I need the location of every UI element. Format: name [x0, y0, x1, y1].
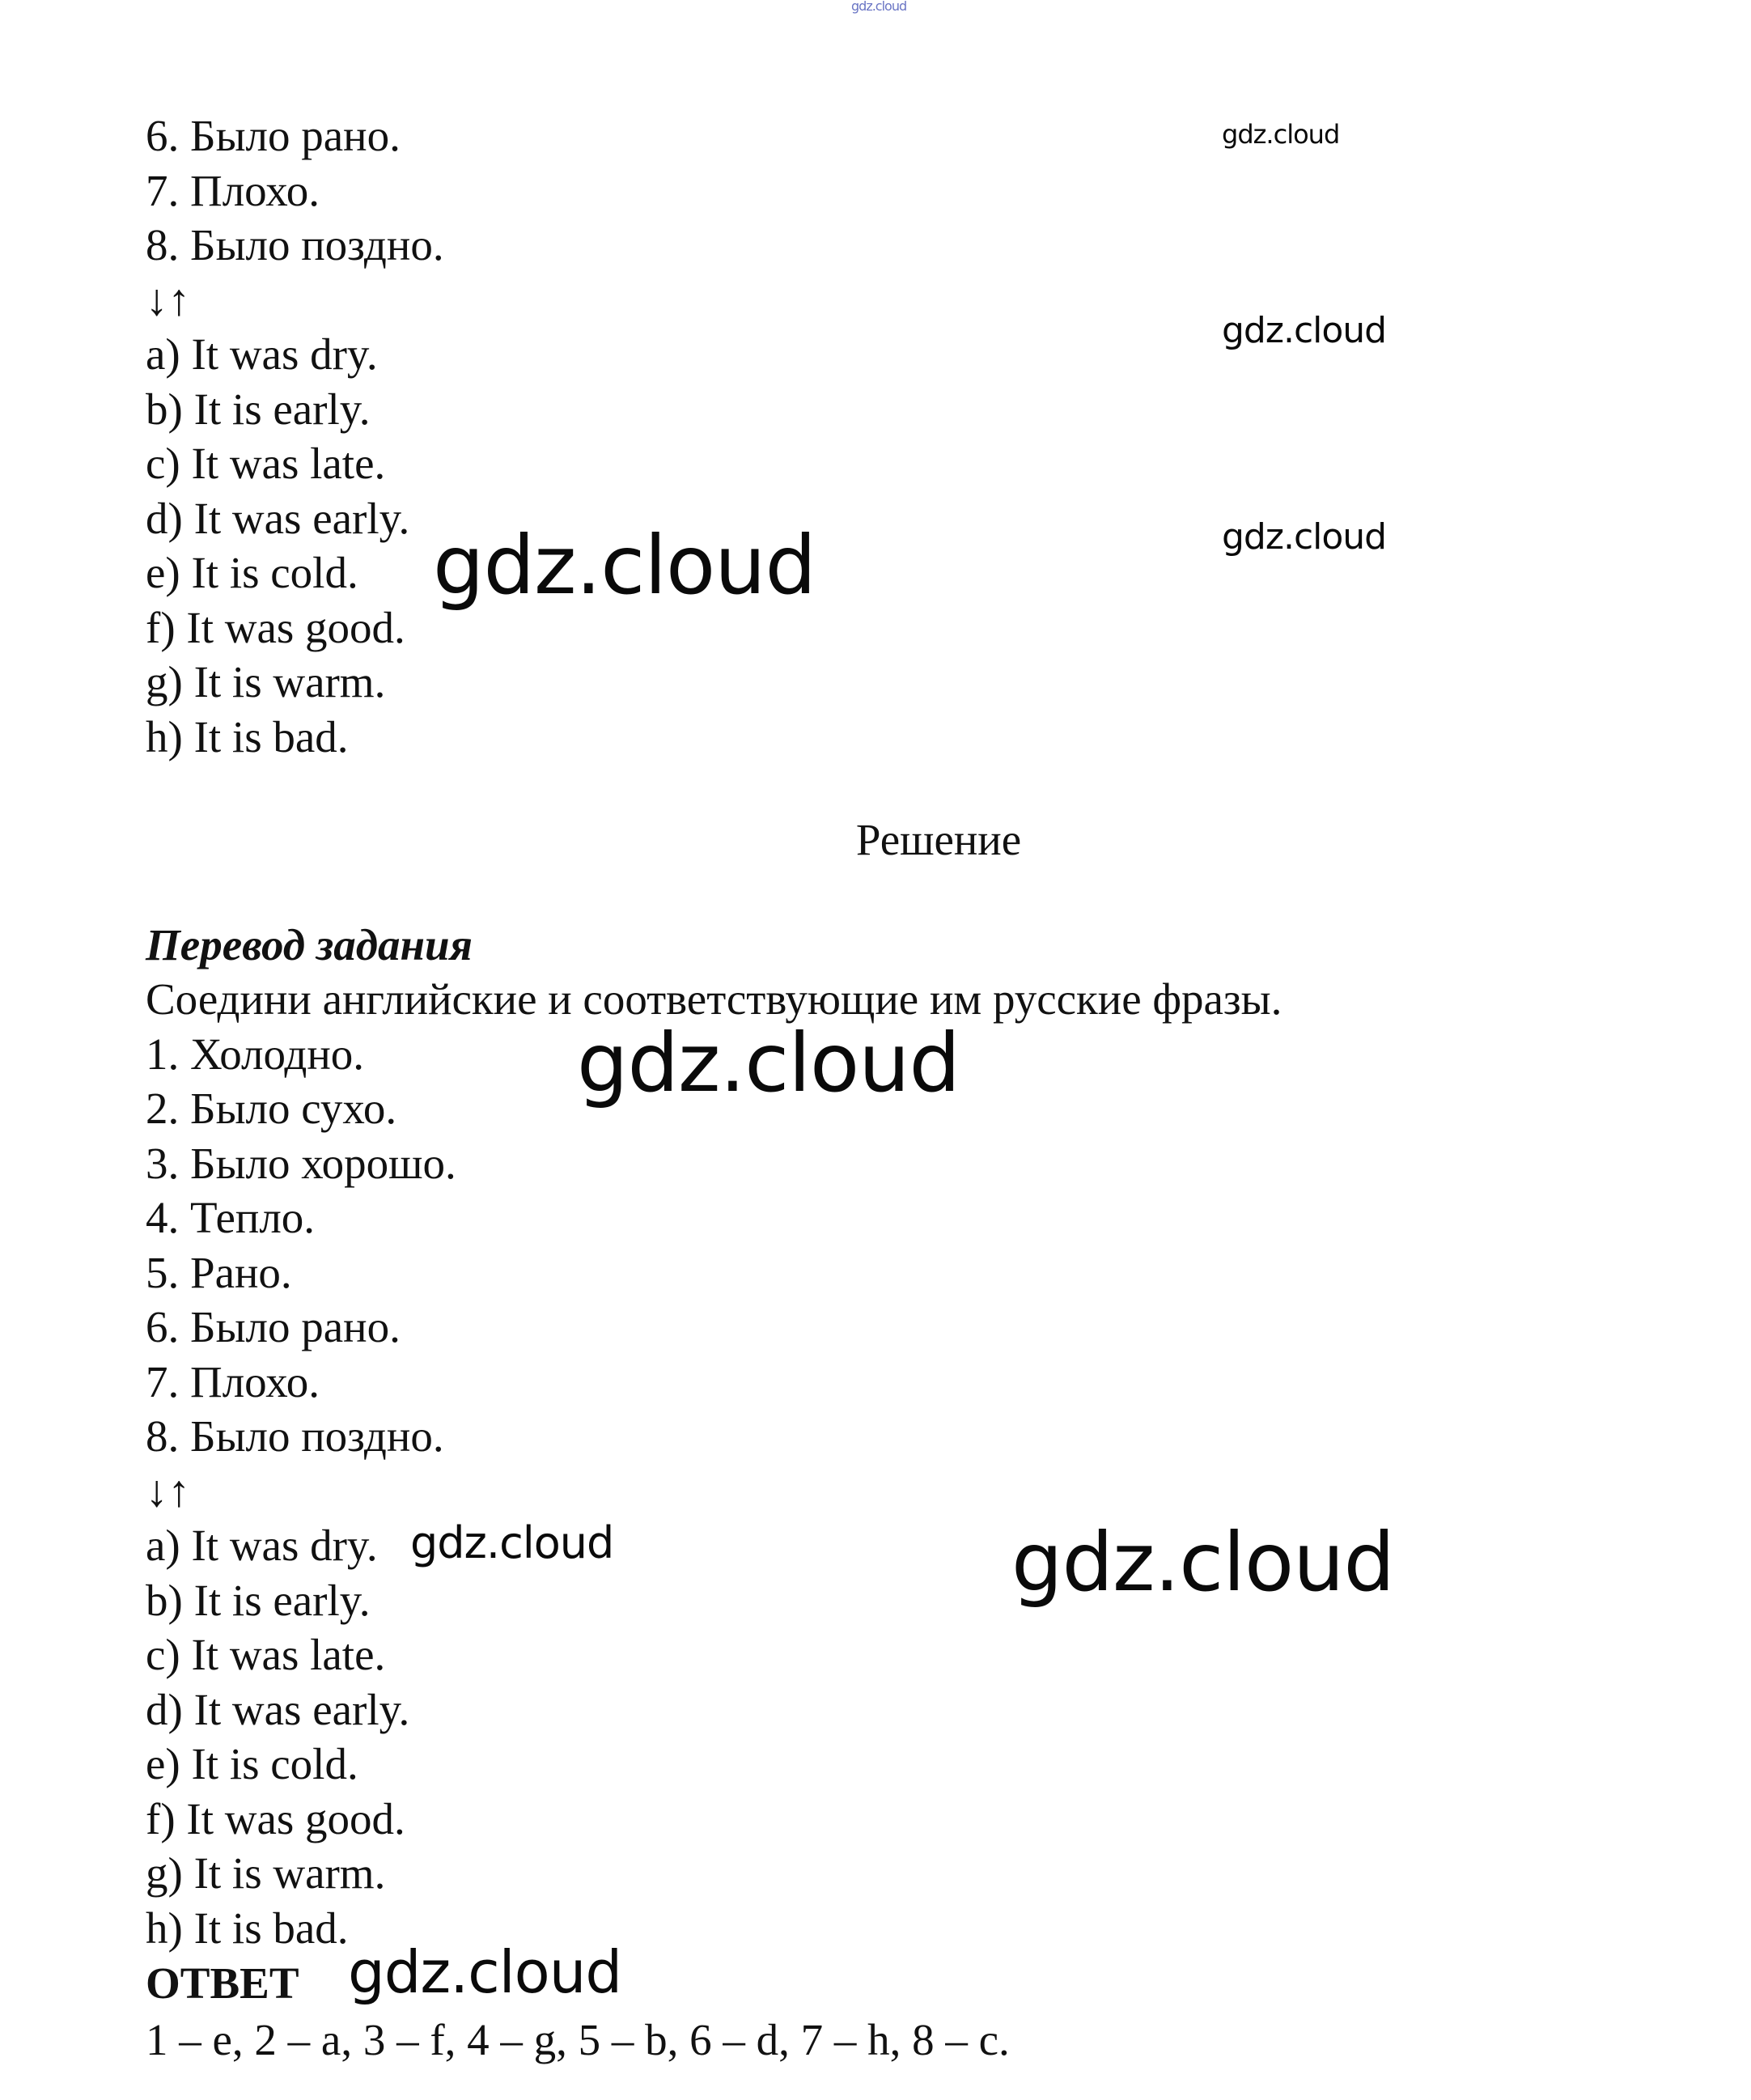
translation-option-b: b) It is early.	[146, 1576, 371, 1625]
top-option-a: a) It was dry.	[146, 329, 378, 379]
translation-item-3: 3. Было хорошо.	[146, 1139, 456, 1188]
top-arrows: ↓↑	[146, 275, 190, 325]
watermark-2: gdz.cloud	[1222, 310, 1387, 351]
translation-option-g: g) It is warm.	[146, 1848, 386, 1898]
solution-heading: Решение	[855, 815, 1022, 864]
top-option-g: g) It is warm.	[146, 657, 386, 706]
top-item-8: 8. Было поздно.	[146, 220, 444, 269]
translation-arrows: ↓↑	[146, 1466, 190, 1516]
watermark-5: gdz.cloud	[577, 1016, 960, 1110]
translation-item-6: 6. Было рано.	[146, 1302, 401, 1351]
watermark-top: gdz.cloud	[851, 0, 907, 14]
translation-option-f: f) It was good.	[146, 1794, 405, 1843]
top-option-c: c) It was late.	[146, 439, 386, 488]
top-item-6: 6. Было рано.	[146, 111, 401, 160]
watermark-8: gdz.cloud	[348, 1938, 622, 2006]
answer-label: ОТВЕТ	[146, 1958, 299, 2008]
top-item-7: 7. Плохо.	[146, 166, 320, 215]
translation-item-5: 5. Рано.	[146, 1248, 292, 1297]
top-option-e: e) It is cold.	[146, 548, 358, 597]
translation-heading: Перевод задания	[146, 920, 473, 969]
translation-item-2: 2. Было сухо.	[146, 1084, 397, 1133]
translation-item-1: 1. Холодно.	[146, 1029, 365, 1079]
translation-option-c: c) It was late.	[146, 1630, 386, 1679]
translation-instruction: Соедини английские и соответствующие им русские фразы.	[146, 974, 1283, 1024]
top-option-d: d) It was early.	[146, 494, 410, 543]
translation-item-8: 8. Было поздно.	[146, 1411, 444, 1461]
top-option-f: f) It was good.	[146, 603, 405, 652]
translation-option-e: e) It is cold.	[146, 1739, 358, 1788]
translation-option-h: h) It is bad.	[146, 1903, 349, 1953]
translation-option-a: a) It was dry.	[146, 1521, 378, 1570]
translation-option-d: d) It was early.	[146, 1685, 410, 1734]
watermark-4: gdz.cloud	[433, 518, 816, 613]
watermark-1: gdz.cloud	[1222, 119, 1340, 150]
translation-item-4: 4. Тепло.	[146, 1193, 316, 1242]
translation-item-7: 7. Плохо.	[146, 1357, 320, 1406]
watermark-6: gdz.cloud	[410, 1517, 614, 1568]
top-option-b: b) It is early.	[146, 384, 371, 434]
top-option-h: h) It is bad.	[146, 712, 349, 762]
answer-text: 1 – e, 2 – a, 3 – f, 4 – g, 5 – b, 6 – d, 7 – h, 8 – c.	[146, 2015, 1010, 2064]
watermark-3: gdz.cloud	[1222, 516, 1387, 558]
watermark-7: gdz.cloud	[1011, 1515, 1395, 1610]
